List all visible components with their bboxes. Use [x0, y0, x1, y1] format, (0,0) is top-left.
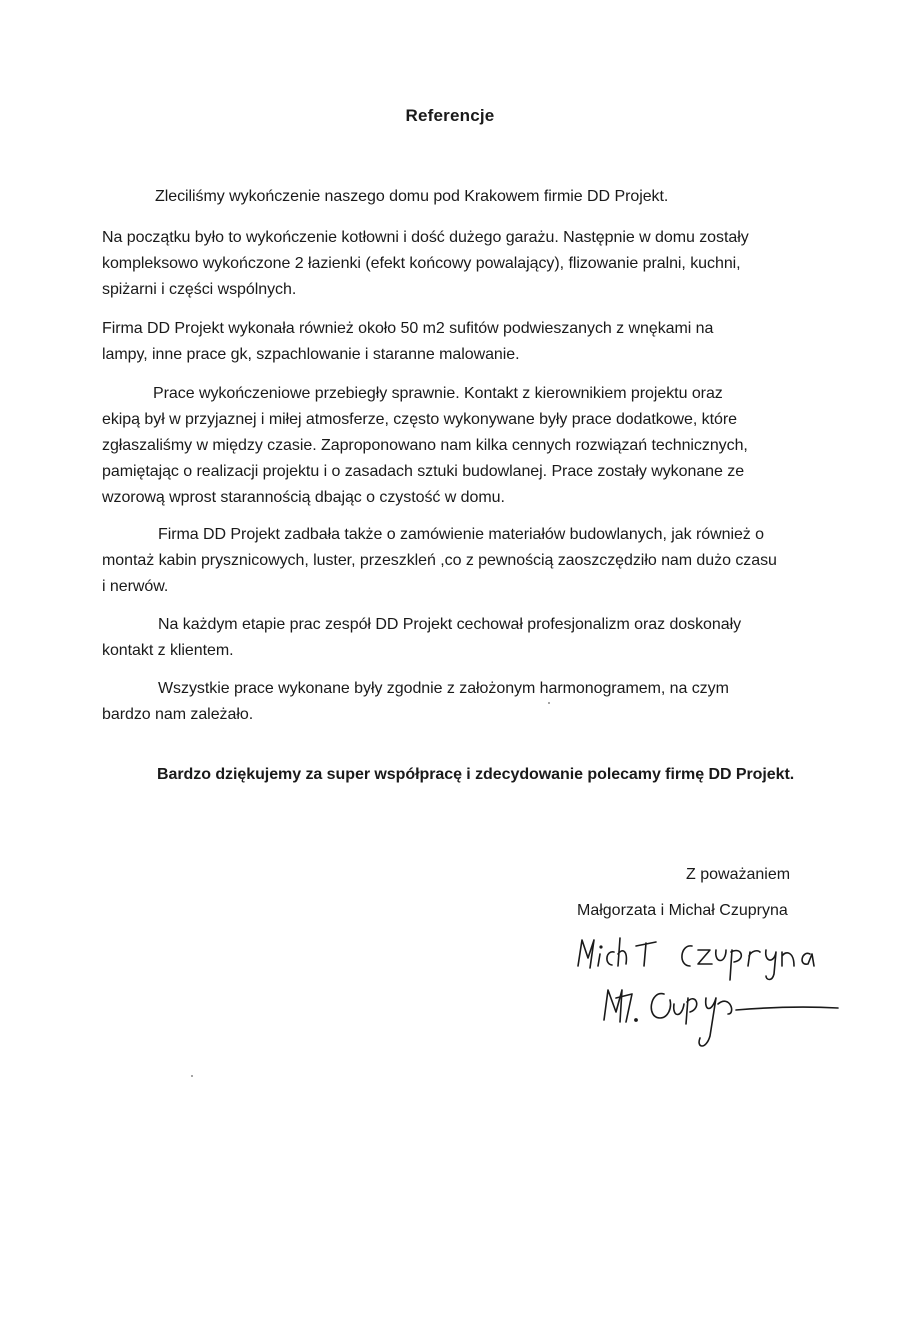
paragraph-3-line-2: lampy, inne prace gk, szpachlowanie i staranne malowanie.: [102, 346, 520, 363]
paragraph-5-line-2: montaż kabin prysznicowych, luster, przeszkleń ,co z pewnością zaoszczędziło nam dużo czasu: [102, 552, 777, 569]
paragraph-5-line-1: Firma DD Projekt zadbała także o zamówienie materiałów budowlanych, jak również o: [158, 526, 764, 543]
paragraph-4-line-1: Prace wykończeniowe przebiegły sprawnie. Kontakt z kierownikiem projektu oraz: [153, 385, 723, 402]
scan-speck: [191, 1075, 193, 1077]
scan-speck: [548, 702, 550, 704]
paragraph-4-line-2: ekipą był w przyjaznej i miłej atmosferze, często wykonywane były prace dodatkowe, które: [102, 411, 737, 428]
paragraph-7-line-1: Wszystkie prace wykonane były zgodnie z założonym harmonogramem, na czym: [158, 680, 729, 697]
paragraph-6-line-1: Na każdym etapie prac zespół DD Projekt cechował profesjonalizm oraz doskonały: [158, 616, 742, 633]
paragraph-2-line-3: spiżarni i części wspólnych.: [102, 281, 297, 298]
paragraph-4-line-5: wzorową wprost starannością dbając o czystość w domu.: [102, 489, 505, 506]
paragraph-6-line-2: kontakt z klientem.: [102, 642, 234, 659]
paragraph-1-line-1: Zleciliśmy wykończenie naszego domu pod Krakowem firmie DD Projekt.: [155, 188, 669, 205]
paragraph-7-line-2: bardzo nam zależało.: [102, 706, 254, 723]
paragraph-4-line-3: zgłaszaliśmy w między czasie. Zaproponowano nam kilka cennych rozwiązań technicznych,: [102, 437, 748, 454]
paragraph-5-line-3: i nerwów.: [102, 578, 169, 595]
authors-name: Małgorzata i Michał Czupryna: [577, 902, 788, 919]
paragraph-2-line-2: kompleksowo wykończone 2 łazienki (efekt końcowy powalający), flizowanie pralni, kuchni,: [102, 255, 741, 272]
regards: Z poważaniem: [686, 866, 791, 883]
handwritten-signature: [560, 928, 840, 1058]
paragraph-2-line-1: Na początku było to wykończenie kotłowni i dość dużego garażu. Następnie w domu zostały: [102, 229, 749, 246]
thanks-line: Bardzo dziękujemy za super współpracę i zdecydowanie polecamy firmę DD Projekt.: [157, 766, 795, 783]
paragraph-4-line-4: pamiętając o realizacji projektu i o zasadach sztuki budowlanej. Prace zostały wykonane ze: [102, 463, 745, 480]
document-title: Referencje: [405, 106, 495, 125]
paragraph-3-line-1: Firma DD Projekt wykonała również około 50 m2 sufitów podwieszanych z wnękami na: [102, 320, 714, 337]
